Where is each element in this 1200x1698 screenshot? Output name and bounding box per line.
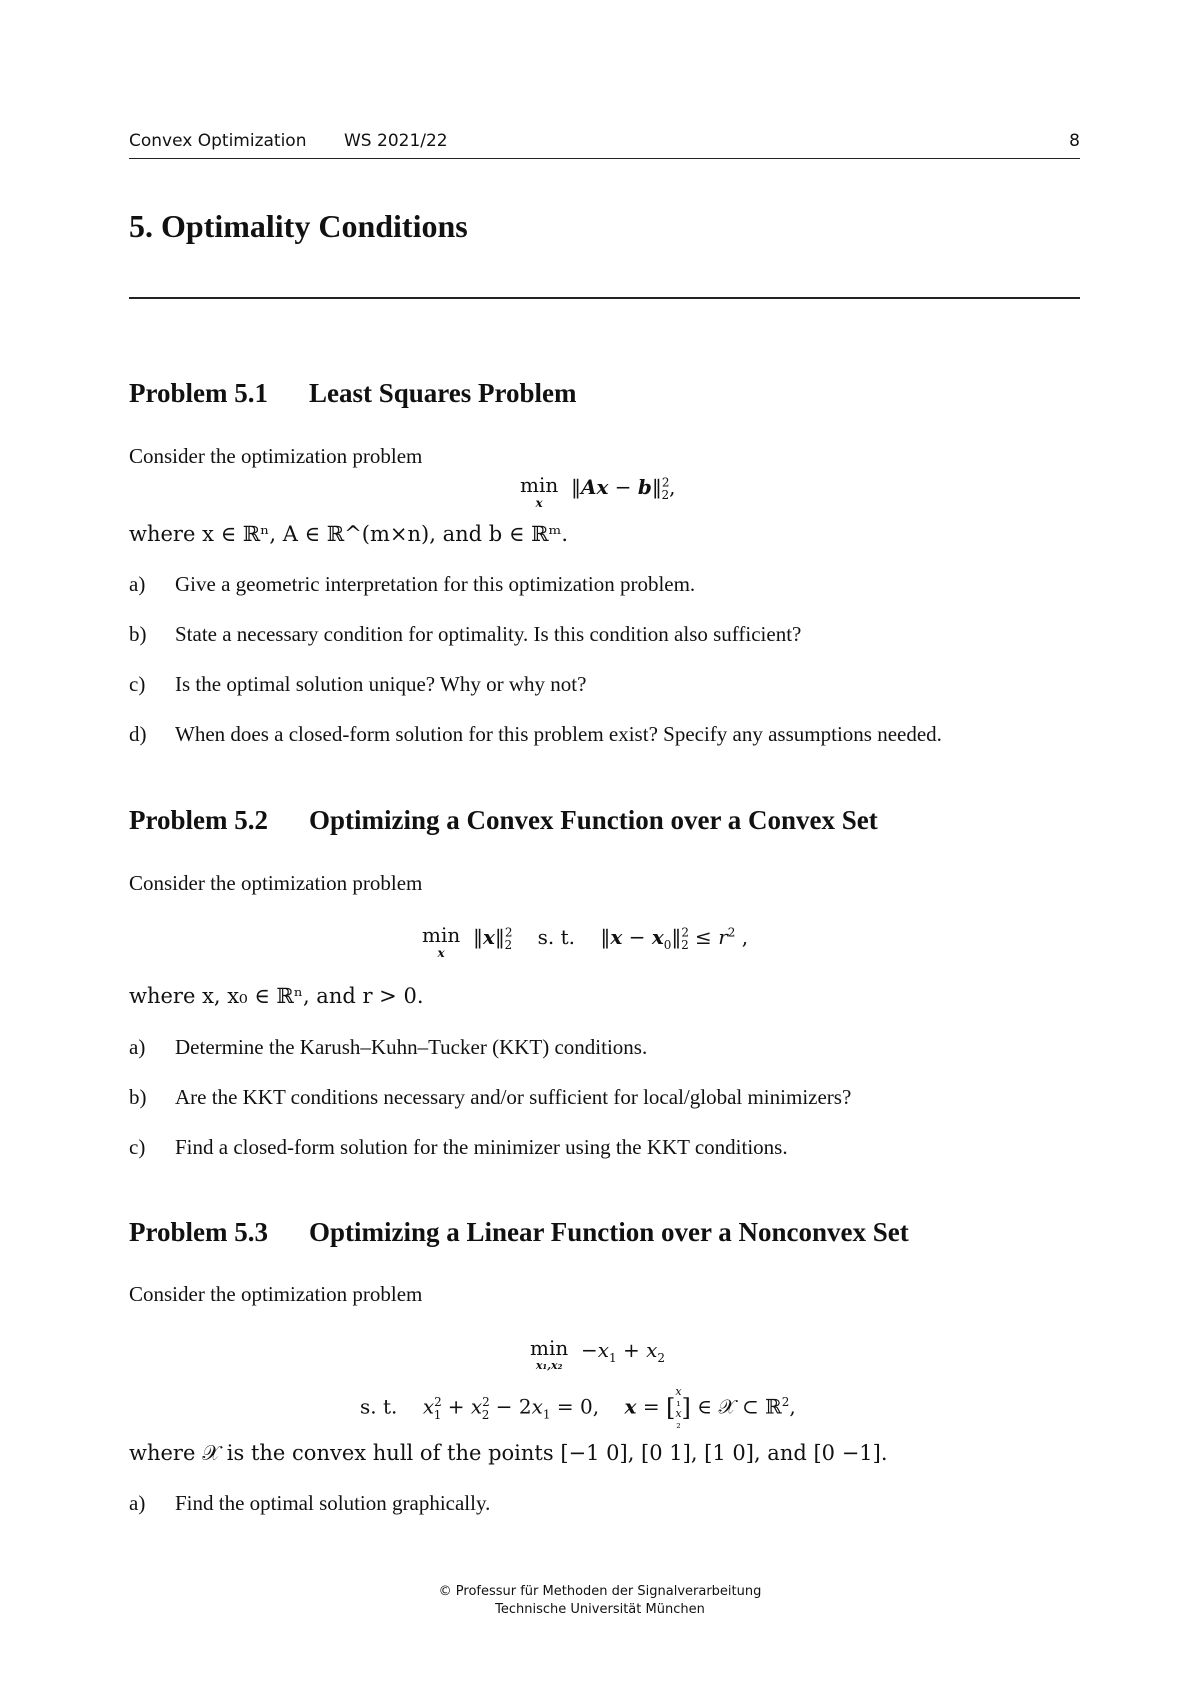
equation-constraint: s. t. $x^2_1 + x^2_2 - 2x_1 = 0$, x = [ x ₁ x ₂] ∈ 𝒳 ⊂ ℝ$^2$, [360, 1385, 796, 1431]
page-header [129, 128, 1080, 159]
problem-intro: Consider the optimization problem [129, 871, 423, 895]
problem-where: where 𝒳 is the convex hull of the points [−1 0], [0 1], [1 0], and [0 −1]. [129, 1441, 888, 1465]
problem-title: Optimizing a Linear Function over a Nonconvex Set [309, 1217, 909, 1247]
page-number: 8 [1069, 131, 1080, 151]
problem-number: Problem 5.2 [129, 805, 268, 835]
equation-convex-set: min x ‖x‖$^2_2$ s. t. ‖x − $x_0‖^2_2 \le r^2$ , [422, 923, 749, 960]
problem-where: where x, x₀ ∈ ℝⁿ, and r > 0. [129, 984, 424, 1008]
problem-number: Problem 5.1 [129, 378, 268, 408]
problem-title: Optimizing a Convex Function over a Convex Set [309, 805, 878, 835]
list-item: a) Find the optimal solution graphically. [129, 1491, 491, 1515]
course-name: Convex Optimization [129, 131, 307, 151]
chapter-rule [129, 297, 1080, 299]
problem-5-3-title [129, 1217, 909, 1248]
equation-least-squares: min x ‖Ax − b‖$^2_2$, [520, 473, 676, 510]
list-item: b) Are the KKT conditions necessary and/or sufficient for local/global minimizers? [129, 1085, 852, 1109]
page-footer [0, 1583, 1200, 1619]
problem-title: Least Squares Problem [309, 378, 577, 408]
where-text: where x ∈ ℝⁿ, A ∈ ℝ^(m×n), and b ∈ ℝᵐ. [129, 522, 569, 546]
problem-number: Problem 5.3 [129, 1217, 268, 1247]
list-item: c) Is the optimal solution unique? Why or why not? [129, 672, 587, 696]
equation-objective: min x₁,x₂ $-x_1 + x_2$ [530, 1336, 666, 1372]
problem-5-2-title [129, 805, 878, 836]
problem-5-1-title [129, 378, 577, 409]
list-item: d) When does a closed-form solution for this problem exist? Specify any assumptions needed. [129, 722, 942, 746]
problem-intro: Consider the optimization problem [129, 1282, 423, 1306]
list-item: c) Find a closed-form solution for the minimizer using the KKT conditions. [129, 1135, 788, 1159]
footer-line-1: © Professur für Methoden der Signalverarbeitung [438, 1584, 762, 1599]
chapter-title: 5. Optimality Conditions [129, 208, 468, 244]
list-item: b) State a necessary condition for optimality. Is this condition also sufficient? [129, 622, 802, 646]
term: WS 2021/22 [344, 131, 448, 151]
problem-where [129, 522, 568, 546]
list-item: a) Determine the Karush–Kuhn–Tucker (KKT) conditions. [129, 1035, 648, 1059]
problem-intro: Consider the optimization problem [129, 444, 423, 468]
list-item: a) Give a geometric interpretation for this optimization problem. [129, 572, 696, 596]
footer-line-2: Technische Universität München [495, 1602, 705, 1617]
